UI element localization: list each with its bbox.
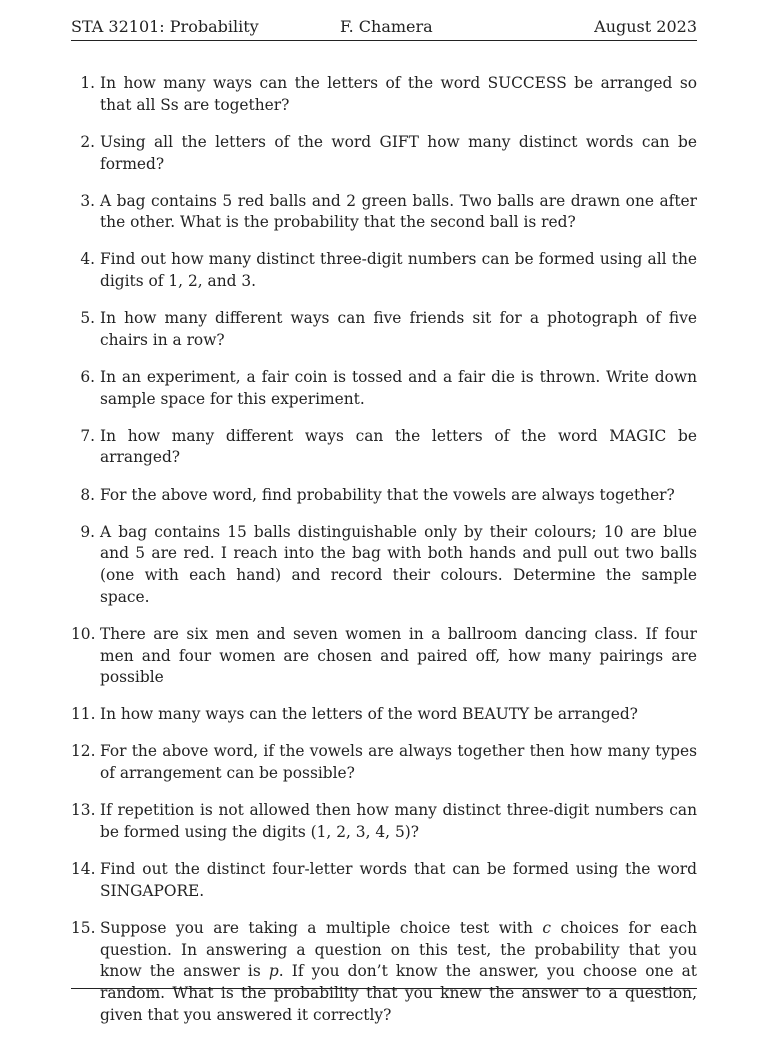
question-number: 12. — [71, 742, 96, 761]
question-text-part: Suppose you are taking a multiple choice test with — [100, 918, 543, 937]
question-item — [71, 191, 697, 234]
question-item — [71, 741, 697, 784]
question-number: 1. — [80, 74, 95, 92]
question-text: If repetition is not allowed then how many distinct three-digit numbers can be formed using the digits (1, 2, 3, 4, 5)? — [100, 801, 697, 841]
question-number: 10. — [71, 624, 96, 643]
question-text: There are six men and seven women in a ballroom dancing class. If four men and four women are chosen and paired off, how many pairings are possible — [100, 624, 697, 687]
question-text: For the above word, if the vowels are always together then how many types of arrangement can be possible? — [100, 742, 697, 783]
page-header — [71, 14, 697, 41]
question-item — [71, 426, 697, 469]
question-number: 11. — [71, 705, 96, 724]
question-item — [71, 859, 697, 902]
question-text: In how many ways can the letters of the word SUCCESS be arranged so that all Ss are together? — [100, 74, 697, 114]
question-number: 5. — [80, 309, 95, 328]
question-text: A bag contains 15 balls distinguishable only by their colours; 10 are blue and 5 are red. I reach into the bag with both hands and pull out two balls (one with each hand) and record their colours. Determine the sample space. — [100, 522, 697, 606]
author-name: F. Chamera — [340, 17, 433, 36]
question-item — [71, 522, 697, 609]
date: August 2023 — [594, 17, 697, 36]
question-number: 6. — [80, 367, 95, 386]
variable-c: c — [542, 918, 552, 937]
question-text: Find out the distinct four-letter words that can be formed using the word SINGAPORE. — [100, 860, 697, 900]
question-text: In how many different ways can five friends sit for a photograph of five chairs in a row? — [100, 309, 697, 349]
question-item — [71, 485, 697, 507]
question-text: Using all the letters of the word GIFT how many distinct words can be formed? — [100, 132, 697, 173]
question-item — [71, 73, 697, 116]
question-text: For the above word, find probability that the vowels are always together? — [100, 485, 675, 504]
question-number: 13. — [71, 801, 96, 820]
question-text: Find out how many distinct three-digit numbers can be formed using all the digits of 1, 2, and 3. — [100, 250, 697, 291]
question-text-part: . If you don’t know the answer, you choose one at random. What is the probability that you knew the answer to a question, given that you answered it correctly? — [100, 962, 697, 1024]
question-item — [71, 704, 697, 726]
question-item — [71, 132, 697, 175]
question-number: 3. — [80, 191, 95, 210]
question-item — [71, 367, 697, 410]
question-number: 7. — [80, 426, 95, 445]
question-text: A bag contains 5 red balls and 2 green balls. Two balls are drawn one after the other. What is the probability that the second ball is red? — [100, 191, 697, 232]
question-item — [71, 624, 697, 689]
variable-p: p — [268, 962, 279, 981]
footer-rule — [71, 988, 697, 989]
question-number: 2. — [80, 132, 95, 151]
question-number: 8. — [80, 485, 95, 504]
question-item — [71, 249, 697, 292]
question-text: In how many different ways can the letters of the word MAGIC be arranged? — [100, 426, 697, 467]
question-text — [100, 918, 697, 1027]
course-title: STA 32101: Probability — [71, 17, 259, 36]
question-number: 15. — [71, 918, 96, 937]
question-number: 4. — [80, 250, 95, 269]
question-number: 9. — [80, 522, 95, 541]
question-item — [71, 918, 697, 1027]
question-item — [71, 308, 697, 351]
question-item — [71, 800, 697, 843]
question-text-part: choices for each question. In answering a question on this test, the probability that you know the answer is — [100, 918, 697, 981]
question-list — [71, 73, 697, 1042]
question-text: In how many ways can the letters of the word BEAUTY be arranged? — [100, 705, 638, 724]
question-text: In an experiment, a fair coin is tossed and a fair die is thrown. Write down sample space for this experiment. — [100, 367, 697, 408]
question-number: 14. — [71, 860, 96, 879]
